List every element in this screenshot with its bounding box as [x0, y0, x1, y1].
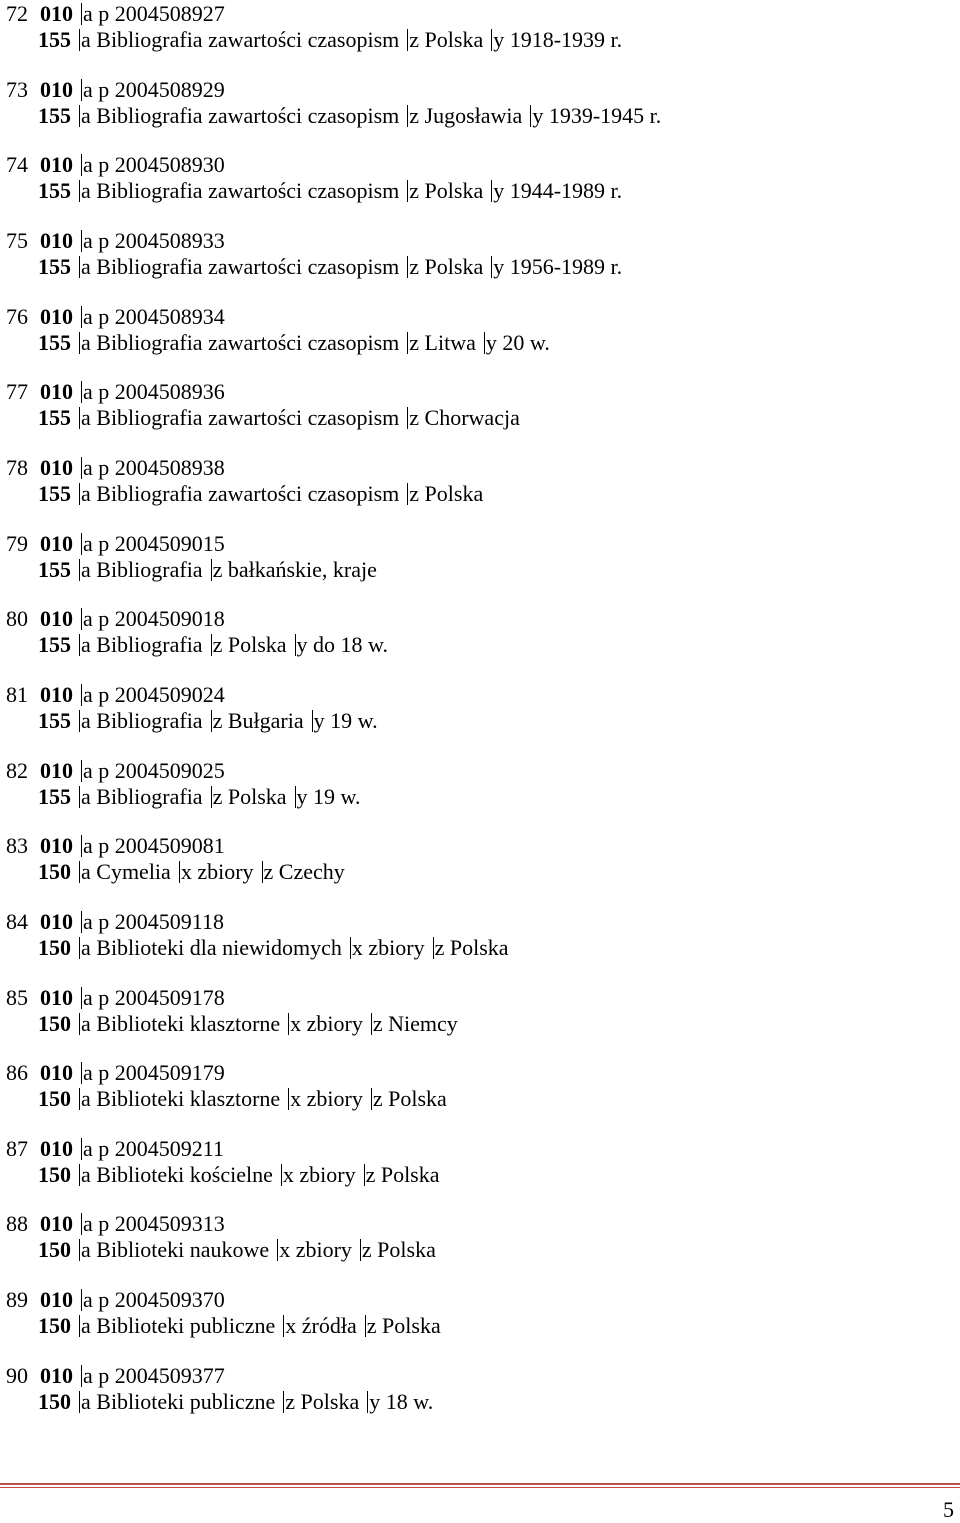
subfield-value: x zbiory [279, 1237, 352, 1263]
record-entry [0, 758, 960, 818]
control-field-line [6, 379, 225, 405]
record-number: 80 [6, 606, 28, 632]
subfield-delimiter [81, 3, 82, 25]
record-entry [0, 682, 960, 742]
control-field-line [6, 531, 225, 557]
field-tag-heading: 150 [38, 934, 71, 960]
control-number: a p 2004508933 [83, 228, 225, 253]
control-field-line [6, 1287, 225, 1313]
subfield-value: z Jugosławia [409, 102, 523, 128]
heading-field-line [38, 27, 622, 53]
record-entry [0, 1211, 960, 1271]
record-number: 78 [6, 454, 28, 480]
record-number: 85 [6, 984, 28, 1010]
field-tag-heading: 150 [38, 1086, 71, 1112]
subfield-delimiter [79, 180, 80, 202]
control-field-line [6, 1060, 225, 1086]
subfield-delimiter [81, 760, 82, 782]
field-tag-010: 010 [40, 152, 73, 178]
footer-rule-thin [0, 1487, 960, 1488]
heading-field-line [38, 859, 345, 885]
field-tag-heading: 150 [38, 859, 71, 885]
subfield-delimiter [211, 710, 212, 732]
record-number: 83 [6, 833, 28, 859]
subfield-value: x zbiory [290, 1086, 363, 1112]
subfield-value: a Bibliografia [81, 556, 203, 582]
subfield-value: z Polska [409, 178, 484, 204]
subfield-value: a Bibliografia zawartości czasopism [81, 178, 400, 204]
control-number: a p 2004509179 [83, 1060, 225, 1086]
control-number: a p 2004508929 [83, 76, 225, 102]
subfield-delimiter [79, 1088, 80, 1110]
control-number: a p 2004509211 [83, 1135, 224, 1161]
subfield-value: z Czechy [263, 859, 345, 885]
heading-field-line [38, 935, 509, 961]
field-tag-010: 010 [40, 606, 73, 632]
record-number: 73 [6, 76, 28, 102]
control-number: a p 2004508934 [83, 303, 225, 329]
record-entry [0, 909, 960, 969]
subfield-value: x zbiory [180, 859, 254, 885]
subfield-delimiter [81, 835, 82, 857]
control-number: a p 2004508936 [83, 379, 225, 405]
record-entry [0, 531, 960, 591]
subfield-value: y 1918-1939 r. [493, 27, 623, 52]
subfield-value: y 1939-1945 r. [532, 102, 662, 128]
subfield-delimiter [81, 457, 82, 479]
record-entry [0, 455, 960, 515]
field-tag-heading: 150 [38, 1161, 71, 1187]
subfield-delimiter [81, 1138, 82, 1160]
field-tag-heading: 155 [38, 102, 71, 128]
subfield-delimiter [81, 911, 82, 933]
control-field-line [6, 228, 225, 254]
subfield-value: a Bibliografia zawartości czasopism [81, 480, 400, 506]
subfield-delimiter [79, 29, 80, 51]
subfield-value: x zbiory [351, 934, 425, 960]
subfield-value: a Bibliografia zawartości czasopism [81, 102, 400, 128]
subfield-delimiter [81, 154, 82, 176]
heading-field-line [38, 1086, 447, 1112]
record-number: 82 [6, 757, 28, 783]
field-tag-heading: 155 [38, 556, 71, 582]
control-field-line [6, 758, 225, 784]
control-field-line [6, 304, 225, 330]
record-number: 89 [6, 1287, 28, 1313]
control-number: a p 2004508938 [83, 454, 225, 480]
field-tag-010: 010 [40, 1135, 73, 1161]
field-tag-heading: 150 [38, 1313, 71, 1339]
control-number: a p 2004509377 [83, 1362, 225, 1388]
heading-field-line [38, 784, 361, 810]
field-tag-010: 010 [40, 303, 73, 329]
subfield-delimiter [81, 381, 82, 403]
field-tag-010: 010 [40, 379, 73, 405]
subfield-delimiter [79, 105, 80, 127]
subfield-delimiter [81, 79, 82, 101]
control-number: a p 2004509081 [83, 833, 225, 859]
record-entry [0, 1136, 960, 1196]
subfield-value: a Bibliografia zawartości czasopism [81, 329, 400, 355]
subfield-delimiter [360, 1239, 361, 1261]
field-tag-heading: 155 [38, 27, 71, 52]
heading-field-line [38, 1389, 433, 1415]
subfield-value: z bałkańskie, kraje [212, 556, 377, 582]
page-number: 5 [943, 1497, 954, 1522]
heading-field-line [38, 254, 622, 280]
subfield-delimiter [79, 1164, 80, 1186]
subfield-delimiter [281, 1164, 282, 1186]
subfield-delimiter [211, 559, 212, 581]
subfield-delimiter [79, 407, 80, 429]
record-entry [0, 152, 960, 212]
record-number: 81 [6, 681, 28, 707]
field-tag-010: 010 [40, 681, 73, 707]
subfield-delimiter [81, 533, 82, 555]
record-entry [0, 1, 960, 61]
subfield-delimiter [295, 786, 296, 808]
field-tag-010: 010 [40, 908, 73, 934]
control-field-line [6, 455, 225, 481]
subfield-delimiter [79, 710, 80, 732]
field-tag-heading: 155 [38, 178, 71, 204]
subfield-delimiter [179, 861, 180, 883]
subfield-value: z Polska [361, 1237, 436, 1263]
subfield-value: a Biblioteki publiczne [81, 1313, 276, 1339]
record-entry [0, 1060, 960, 1120]
subfield-value: x zbiory [290, 1010, 363, 1036]
subfield-delimiter [312, 710, 313, 732]
field-tag-heading: 150 [38, 1388, 71, 1414]
record-number: 90 [6, 1362, 28, 1388]
subfield-value: z Polska [212, 632, 287, 658]
subfield-value: x źródła [285, 1313, 357, 1339]
subfield-value: a Biblioteki publiczne [81, 1388, 276, 1414]
control-number: a p 2004509024 [83, 681, 225, 707]
subfield-value: z Polska [366, 1313, 441, 1339]
subfield-delimiter [81, 306, 82, 328]
control-field-line [6, 985, 225, 1011]
subfield-value: a Bibliografia [81, 783, 203, 809]
record-entry [0, 985, 960, 1045]
heading-field-line [38, 330, 550, 356]
record-entry [0, 1287, 960, 1347]
heading-field-line [38, 481, 483, 507]
subfield-delimiter [79, 634, 80, 656]
field-tag-010: 010 [40, 833, 73, 859]
subfield-delimiter [365, 1315, 366, 1337]
subfield-delimiter [79, 256, 80, 278]
subfield-value: y 19 w. [296, 783, 361, 809]
record-entry [0, 606, 960, 666]
subfield-delimiter [81, 608, 82, 630]
record-number: 88 [6, 1211, 28, 1237]
field-tag-heading: 150 [38, 1237, 71, 1263]
subfield-value: a Bibliografia [81, 632, 203, 658]
record-number: 76 [6, 303, 28, 329]
subfield-value: y 19 w. [313, 707, 378, 733]
subfield-delimiter [350, 937, 351, 959]
control-number: a p 2004509313 [83, 1211, 225, 1237]
subfield-value: a Bibliografia zawartości czasopism [81, 254, 400, 279]
control-number: a p 2004509015 [83, 530, 225, 556]
subfield-value: z Chorwacja [409, 405, 520, 431]
field-tag-heading: 155 [38, 254, 71, 279]
subfield-value: z Polska [409, 27, 484, 52]
subfield-delimiter [81, 987, 82, 1009]
subfield-value: a Cymelia [81, 859, 171, 885]
record-number: 77 [6, 379, 28, 405]
subfield-value: z Litwa [409, 329, 476, 355]
subfield-delimiter [364, 1164, 365, 1186]
control-field-line [6, 833, 225, 859]
record-entry [0, 1363, 960, 1423]
heading-field-line [38, 708, 378, 734]
control-field-line [6, 909, 224, 935]
subfield-delimiter [79, 1391, 80, 1413]
field-tag-heading: 155 [38, 480, 71, 506]
heading-field-line [38, 1011, 458, 1037]
record-entry [0, 379, 960, 439]
field-tag-010: 010 [40, 1211, 73, 1237]
control-field-line [6, 606, 225, 632]
control-field-line [6, 1, 225, 27]
subfield-value: z Niemcy [372, 1010, 458, 1036]
field-tag-010: 010 [40, 454, 73, 480]
subfield-delimiter [79, 861, 80, 883]
record-entry [0, 304, 960, 364]
subfield-delimiter [81, 230, 82, 252]
subfield-delimiter [79, 332, 80, 354]
field-tag-010: 010 [40, 530, 73, 556]
subfield-value: y 18 w. [369, 1388, 434, 1414]
subfield-delimiter [79, 937, 80, 959]
control-number: a p 2004509118 [83, 908, 224, 934]
subfield-value: a Biblioteki kościelne [81, 1161, 273, 1187]
subfield-delimiter [81, 1062, 82, 1084]
field-tag-010: 010 [40, 1, 73, 26]
control-field-line [6, 1136, 224, 1162]
subfield-delimiter [79, 1013, 80, 1035]
field-tag-010: 010 [40, 1362, 73, 1388]
subfield-delimiter [371, 1088, 372, 1110]
heading-field-line [38, 557, 377, 583]
field-tag-heading: 155 [38, 707, 71, 733]
record-number: 79 [6, 530, 28, 556]
subfield-value: z Polska [285, 1388, 360, 1414]
field-tag-010: 010 [40, 228, 73, 253]
record-number: 84 [6, 908, 28, 934]
subfield-delimiter [79, 483, 80, 505]
control-field-line [6, 1211, 225, 1237]
record-number: 72 [6, 1, 28, 26]
field-tag-010: 010 [40, 1287, 73, 1313]
subfield-delimiter [79, 786, 80, 808]
control-field-line [6, 682, 225, 708]
control-number: a p 2004509370 [83, 1287, 225, 1313]
record-number: 87 [6, 1135, 28, 1161]
subfield-value: z Bułgaria [212, 707, 304, 733]
control-field-line [6, 1363, 225, 1389]
subfield-value: z Polska [365, 1161, 440, 1187]
field-tag-heading: 155 [38, 783, 71, 809]
subfield-value: a Bibliografia [81, 707, 203, 733]
subfield-value: a Biblioteki dla niewidomych [81, 934, 342, 960]
record-entry [0, 228, 960, 288]
field-tag-010: 010 [40, 984, 73, 1010]
subfield-value: y 20 w. [485, 329, 550, 355]
subfield-value: y do 18 w. [296, 632, 388, 658]
footer-rule [0, 1483, 960, 1485]
field-tag-heading: 155 [38, 329, 71, 355]
control-field-line [6, 152, 225, 178]
subfield-delimiter [81, 1365, 82, 1387]
control-number: a p 2004509178 [83, 984, 225, 1010]
heading-field-line [38, 632, 388, 658]
subfield-delimiter [211, 786, 212, 808]
subfield-delimiter [79, 1239, 80, 1261]
subfield-delimiter [79, 559, 80, 581]
subfield-delimiter [211, 634, 212, 656]
subfield-value: y 1944-1989 r. [493, 178, 623, 204]
heading-field-line [38, 103, 661, 129]
heading-field-line [38, 178, 622, 204]
subfield-delimiter [81, 684, 82, 706]
subfield-value: z Polska [409, 254, 484, 279]
field-tag-heading: 155 [38, 632, 71, 658]
subfield-value: a Biblioteki naukowe [81, 1237, 270, 1263]
subfield-value: y 1956-1989 r. [493, 254, 623, 279]
subfield-delimiter [295, 634, 296, 656]
subfield-value: x zbiory [282, 1161, 356, 1187]
subfield-value: z Polska [212, 783, 287, 809]
record-number: 74 [6, 152, 28, 178]
subfield-value: a Bibliografia zawartości czasopism [81, 405, 400, 431]
subfield-value: a Bibliografia zawartości czasopism [81, 27, 400, 52]
control-number: a p 2004508927 [83, 1, 225, 26]
heading-field-line [38, 1313, 441, 1339]
record-number: 75 [6, 228, 28, 253]
record-entry [0, 77, 960, 137]
field-tag-010: 010 [40, 76, 73, 102]
heading-field-line [38, 1162, 440, 1188]
subfield-delimiter [81, 1289, 82, 1311]
field-tag-heading: 155 [38, 405, 71, 431]
subfield-value: z Polska [372, 1086, 447, 1112]
subfield-delimiter [484, 332, 485, 354]
heading-field-line [38, 405, 520, 431]
control-number: a p 2004508930 [83, 152, 225, 178]
control-number: a p 2004509025 [83, 757, 225, 783]
subfield-value: a Biblioteki klasztorne [81, 1086, 281, 1112]
field-tag-heading: 150 [38, 1010, 71, 1036]
field-tag-010: 010 [40, 1060, 73, 1086]
heading-field-line [38, 1237, 436, 1263]
subfield-delimiter [433, 937, 434, 959]
subfield-delimiter [81, 1213, 82, 1235]
control-number: a p 2004509018 [83, 606, 225, 632]
subfield-value: z Polska [434, 934, 509, 960]
subfield-value: a Biblioteki klasztorne [81, 1010, 281, 1036]
record-number: 86 [6, 1060, 28, 1086]
field-tag-010: 010 [40, 757, 73, 783]
record-entry [0, 833, 960, 893]
subfield-delimiter [262, 861, 263, 883]
subfield-delimiter [79, 1315, 80, 1337]
control-field-line [6, 77, 225, 103]
subfield-delimiter [371, 1013, 372, 1035]
subfield-value: z Polska [409, 480, 484, 506]
